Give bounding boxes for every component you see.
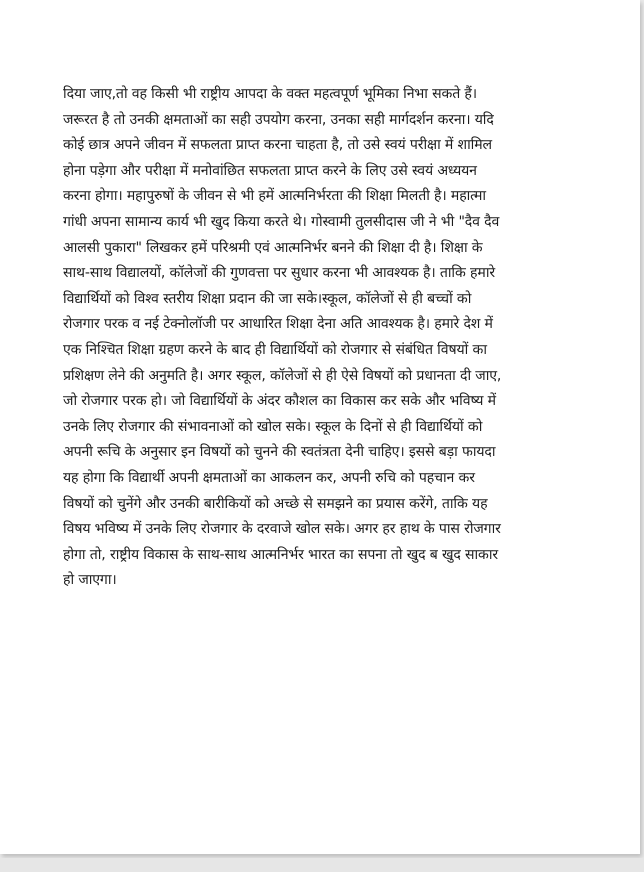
text-line: गांधी अपना सामान्य कार्य भी खुद किया करते थे। गोस्वामी तुलसीदास जी ने भी "दैव दैव [63, 213, 500, 230]
text-line: करना होगा। महापुरुषों के जीवन से भी हमें आत्मनिर्भरता की शिक्षा मिलती है। महात्मा [63, 188, 486, 205]
text-line: विषय भविष्य में उनके लिए रोजगार के दरवाजे खोल सके। अगर हर हाथ के पास रोजगार [63, 521, 501, 538]
text-line: आलसी पुकारा" लिखकर हमें परिश्रमी एवं आत्मनिर्भर बनने की शिक्षा दी है। शिक्षा के [63, 239, 483, 256]
text-line: यह होगा कि विद्यार्थी अपनी क्षमताओं का आकलन कर, अपनी रुचि को पहचान कर [63, 469, 475, 486]
viewer-bottom-margin [0, 858, 644, 872]
text-line: एक निश्चित शिक्षा ग्रहण करने के बाद ही विद्यार्थियों को रोजगार से संबंधित विषयों का [63, 341, 487, 358]
text-line: उनके लिए रोजगार की संभावनाओं को खोल सके। स्कूल के दिनों से ही विद्यार्थियों को [63, 418, 483, 435]
text-line: होना पड़ेगा और परीक्षा में मनोवांछित सफलता प्राप्त करने के लिए उसे स्वयं अध्ययन [63, 162, 477, 179]
page-body-text [63, 82, 563, 594]
text-line: जरूरत है तो उनकी क्षमताओं का सही उपयोग करना, उनका सही मार्गदर्शन करना। यदि [63, 111, 494, 128]
text-line: विषयों को चुनेंगे और उनकी बारीकियों को अच्छे से समझने का प्रयास करेंगे, ताकि यह [63, 495, 488, 512]
text-line: दिया जाए,तो वह किसी भी राष्ट्रीय आपदा के वक्त महत्वपूर्ण भूमिका निभा सकते हैं। [63, 86, 477, 102]
text-line: विद्यार्थियों को विश्व स्तरीय शिक्षा प्रदान की जा सके।स्कूल, कॉलेजों से ही बच्चों को [63, 290, 472, 307]
text-line: जो रोजगार परक हो। जो विद्यार्थियों के अंदर कौशल का विकास कर सके और भविष्य में [63, 393, 496, 410]
text-line: होगा तो, राष्ट्रीय विकास के साथ-साथ आत्मनिर्भर भारत का सपना तो खुद ब खुद साकार [63, 546, 498, 563]
text-line: प्रशिक्षण लेने की अनुमति है। अगर स्कूल, कॉलेजों से ही ऐसे विषयों को प्रधानता दी जाए, [63, 367, 502, 384]
text-line: हो जाएगा। [63, 572, 117, 589]
text-line: कोई छात्र अपने जीवन में सफलता प्राप्त करना चाहता है, तो उसे स्वयं परीक्षा में शामिल [63, 137, 492, 154]
text-line: साथ-साथ विद्यालयों, कॉलेजों की गुणवत्ता पर सुधार करना भी आवश्यक है। ताकि हमारे [63, 265, 495, 282]
text-line: अपनी रूचि के अनुसार इन विषयों को चुनने की स्वतंत्रता देनी चाहिए। इससे बड़ा फायदा [63, 444, 496, 461]
text-line: रोजगार परक व नई टेक्नोलॉजी पर आधारित शिक्षा देना अति आवश्यक है। हमारे देश में [63, 316, 493, 333]
